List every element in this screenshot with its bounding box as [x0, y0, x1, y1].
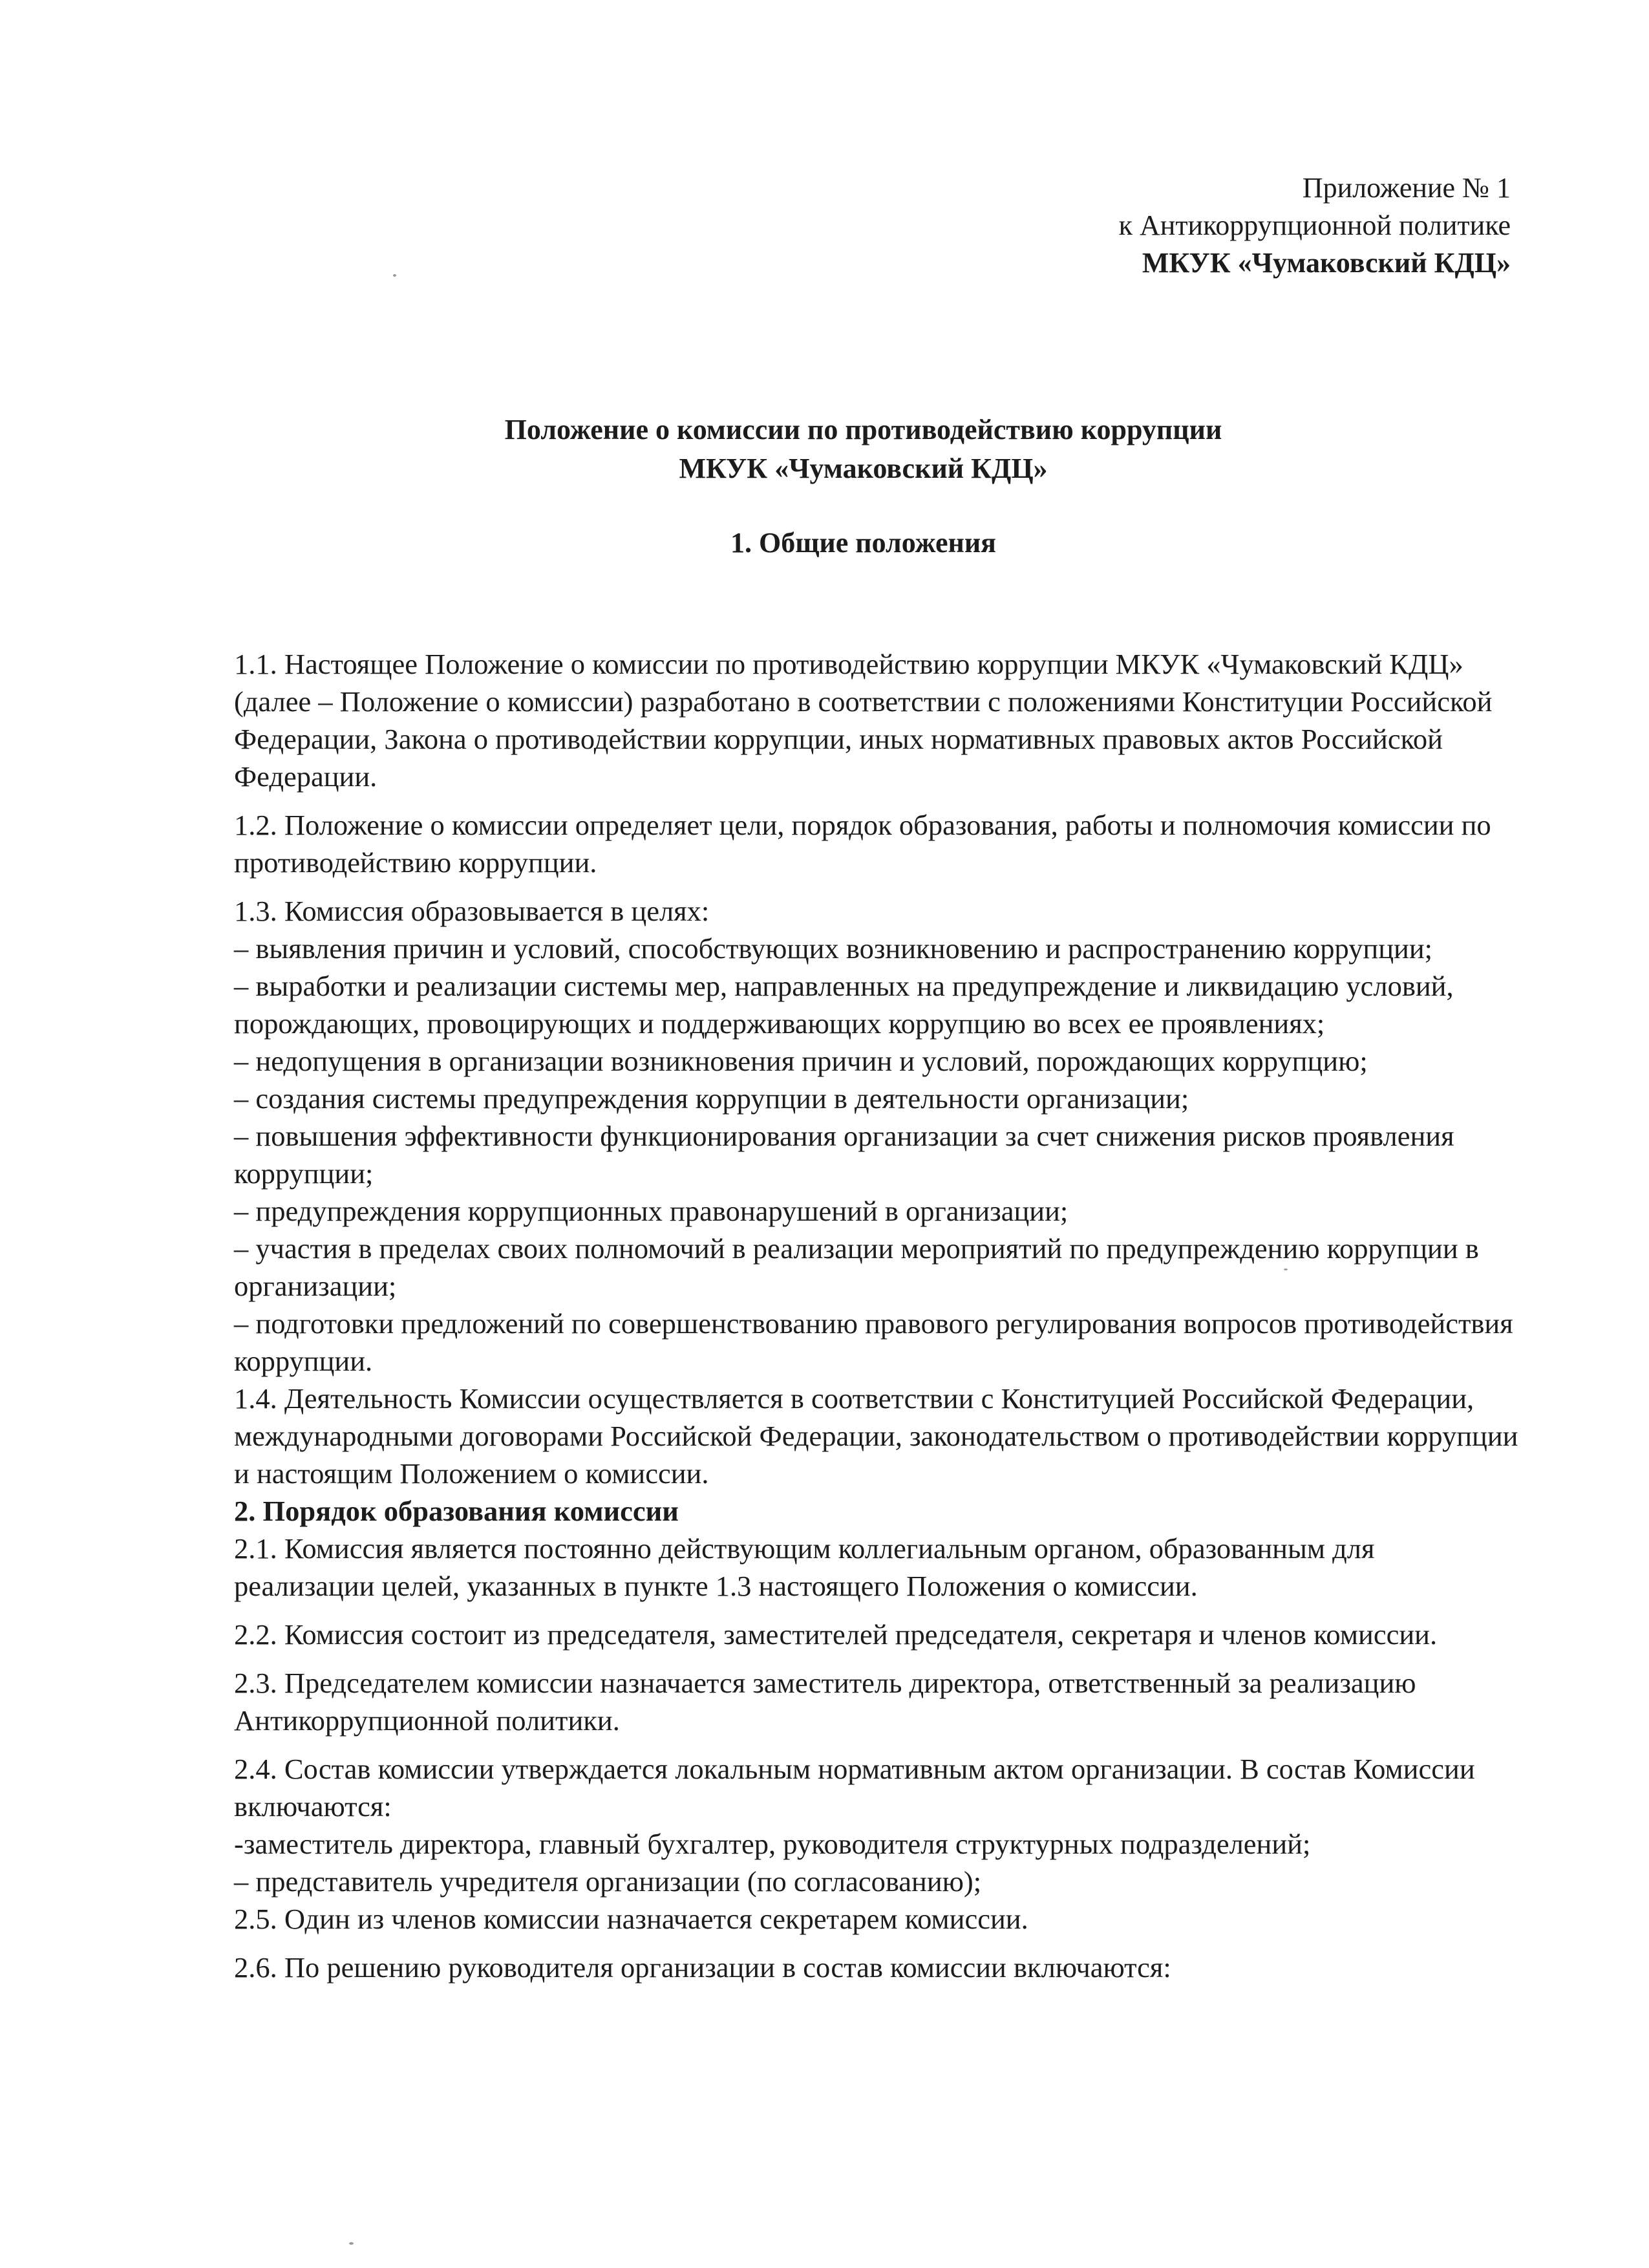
appendix-number: Приложение № 1 — [1302, 172, 1511, 204]
paragraph-2-1: 2.1. Комиссия является постоянно действующим коллегиальным органом, образованным для реализации целей, указанных в пункте 1.3 настоящего Положения о комиссии. — [234, 1532, 1375, 1602]
paragraph-2-2: 2.2. Комиссия состоит из председателя, заместителей председателя, секретаря и членов комиссии. — [234, 1618, 1438, 1651]
goal-item: – недопущения в организации возникновения причин и условий, порождающих коррупцию; — [234, 1045, 1368, 1077]
paragraph-1-4: 1.4. Деятельность Комиссии осуществляется в соответствии с Конституцией Российской Федерации, международными договорами Российской Федерации, законодательством о противодействии коррупции и настоящим Положением о комиссии. — [234, 1382, 1518, 1490]
appendix-organization: МКУК «Чумаковский КДЦ» — [1142, 247, 1511, 279]
member-item: -заместитель директора, главный бухгалтер, руководителя структурных подразделений; — [234, 1828, 1311, 1860]
paragraph-1-3: 1.3. Комиссия образовывается в целях: — [234, 895, 710, 927]
goal-item: – выявления причин и условий, способствующих возникновению и распространению коррупции; — [234, 932, 1433, 965]
member-item: – представитель учредителя организации (по согласованию); — [234, 1865, 982, 1898]
paragraph-1-1: 1.1. Настоящее Положение о комиссии по противодействию коррупции МКУК «Чумаковский КДЦ» (далее – Положение о комиссии) разработано в соответствии с положениями Конституции Российской Федерации, Закона о противодействии коррупции, иных нормативных правовых актов Российской Федерации. — [234, 648, 1493, 793]
goal-item: – подготовки предложений по совершенствованию правового регулирования вопросов противодействия коррупции. — [234, 1307, 1513, 1377]
section-2-heading: 2. Порядок образования комиссии — [234, 1495, 679, 1527]
document-body — [234, 645, 1520, 1997]
scan-speck — [349, 2242, 354, 2245]
goal-item: – участия в пределах своих полномочий в реализации мероприятий по предупреждению коррупции в организации; — [234, 1232, 1479, 1302]
section-1-heading: 1. Общие положения — [730, 527, 996, 559]
goal-item: – создания системы предупреждения коррупции в деятельности организации; — [234, 1082, 1189, 1115]
scan-speck — [393, 274, 396, 277]
paragraph-2-3: 2.3. Председателем комиссии назначается заместитель директора, ответственный за реализацию Антикоррупционной политики. — [234, 1667, 1416, 1737]
goal-item: – выработки и реализации системы мер, направленных на предупреждение и ликвидацию условий, порождающих, провоцирующих и поддерживающих коррупцию во всех ее проявлениях; — [234, 970, 1454, 1040]
document-title — [0, 411, 1649, 488]
paragraph-2-5: 2.5. Один из членов комиссии назначается секретарем комиссии. — [234, 1903, 1028, 1935]
appendix-header — [1119, 169, 1511, 282]
paragraph-2-6: 2.6. По решению руководителя организации в состав комиссии включаются: — [234, 1951, 1171, 1984]
goal-item: – повышения эффективности функционирования организации за счет снижения рисков проявления коррупции; — [234, 1120, 1454, 1190]
goal-item: – предупреждения коррупционных правонарушений в организации; — [234, 1195, 1069, 1227]
appendix-reference: к Антикоррупционной политике — [1118, 209, 1511, 241]
title-line-2: МКУК «Чумаковский КДЦ» — [679, 453, 1048, 484]
title-line-1: Положение о комиссии по противодействию коррупции — [504, 414, 1222, 445]
paragraph-2-4: 2.4. Состав комиссии утверждается локальным нормативным актом организации. В состав Комиссии включаются: — [234, 1753, 1475, 1823]
paragraph-1-2: 1.2. Положение о комиссии определяет цели, порядок образования, работы и полномочия комиссии по противодействию коррупции. — [234, 809, 1491, 879]
